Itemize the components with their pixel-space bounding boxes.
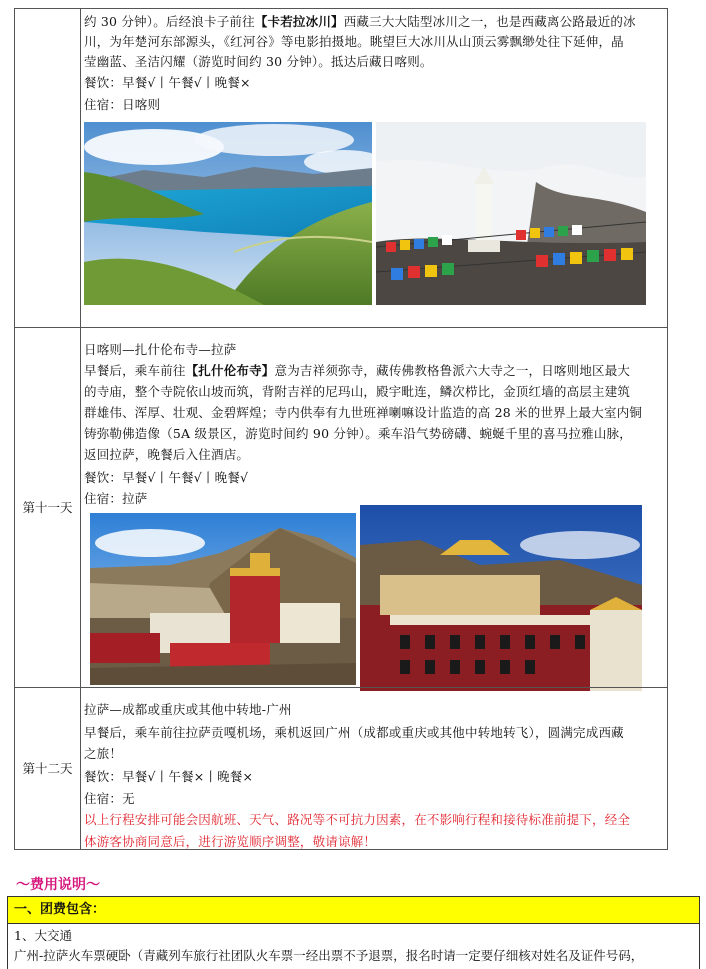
fee-item-1: 1、大交通: [14, 928, 72, 943]
notice-line-1: 以上行程安排可能会因航班、天气、路况等不可抗力因素，在不影响行程和接待标准前提下，经全: [84, 812, 631, 827]
day12-hotel: 住宿：无: [84, 791, 135, 806]
day12-line-1: 早餐后，乘车前往拉萨贡嘎机场，乘机返回广州（成都或重庆或其他中转地转飞），圆满完成西藏: [84, 725, 624, 740]
fee-included-header: 一、团费包含：: [8, 897, 699, 924]
day11-line-4: 铸弥勒佛造像（5A 级景区，游览时间约 90 分钟）。乘车沿气势磅礴、蜿蜒千里的喜马拉雅山脉，: [84, 426, 632, 441]
day11-meals: 餐饮：早餐√丨午餐√丨晚餐√: [84, 470, 249, 485]
day12-content: [84, 690, 663, 849]
notice-line-2: 体游客协商同意后，进行游览顺序调整，敬请谅解！: [84, 834, 377, 849]
day-cell-empty: [15, 9, 81, 327]
tashilhunpo-roofs-photo: [360, 505, 642, 691]
tashilhunpo-hillside-photo: [90, 513, 356, 685]
itinerary-row-day10: [15, 9, 667, 327]
day10-line-1: 约 30 分钟）。后经浪卡子前往【卡若拉冰川】西藏三大大陆型冰川之一，也是西藏离公路最近的冰: [84, 14, 636, 29]
day11-route: 日喀则—扎什伦布寺—拉萨: [84, 342, 237, 357]
day-label-day12: 第十二天: [15, 687, 81, 849]
day10-meals: 餐饮：早餐√丨午餐√丨晚餐×: [84, 75, 251, 90]
day10-line-2: 川，为年楚河东部源头，《红河谷》等电影拍摄地。眺望巨大冰川从山顶云雾飘缈处往下延伸，晶: [84, 34, 624, 49]
itinerary-row-day12: [15, 687, 667, 849]
day10-line-3: 莹幽蓝、圣洁闪耀（游览时间约 30 分钟）。抵达后藏日喀则。: [84, 54, 433, 69]
day10-content: [84, 12, 663, 324]
day11-line-5: 返回拉萨，晚餐后入住酒店。: [84, 447, 250, 462]
day11-line-3: 群雄伟、浑厚、壮观、金碧辉煌；寺内供奉有九世班禅喇嘛设计监造的高 28 米的世界上最大室内铜: [84, 405, 643, 420]
day11-line-1: 早餐后，乘车前往【扎什伦布寺】意为吉祥须弥寺，藏传佛教格鲁派六大寺之一，日喀则地区最大: [84, 363, 631, 378]
day11-content: [84, 330, 663, 684]
highlight-karola-glacier: 【卡若拉冰川】: [254, 14, 344, 29]
fee-table: [7, 896, 700, 969]
itinerary-row-day11: [15, 327, 667, 687]
highlight-tashilhunpo: 【扎什伦布寺】: [185, 363, 275, 378]
karola-glacier-stupa-photo: [376, 122, 646, 305]
fee-item-2: 广州-拉萨火车票硬卧（青藏列车旅行社团队火车票一经出票不予退票，报名时请一定要仔细核对姓名及证件号码，: [14, 948, 644, 963]
day12-meals: 餐饮：早餐√丨午餐×丨晚餐×: [84, 769, 254, 784]
day12-route: 拉萨—成都或重庆或其他中转地-广州: [84, 702, 292, 717]
day11-hotel: 住宿：拉萨: [84, 491, 148, 506]
itinerary-table: [14, 8, 668, 850]
day11-line-2: 的寺庙，整个寺院依山坡而筑，背附吉祥的尼玛山，殿宇毗连，鳞次栉比，金顶红墙的高层主建筑: [84, 384, 631, 399]
day10-hotel: 住宿：日喀则: [84, 97, 161, 112]
day-label-day11: 第十一天: [15, 327, 81, 687]
yamdrok-lake-photo: [84, 122, 372, 305]
fee-section-title: ～费用说明～: [16, 877, 100, 893]
day12-line-2: 之旅！: [84, 746, 123, 761]
